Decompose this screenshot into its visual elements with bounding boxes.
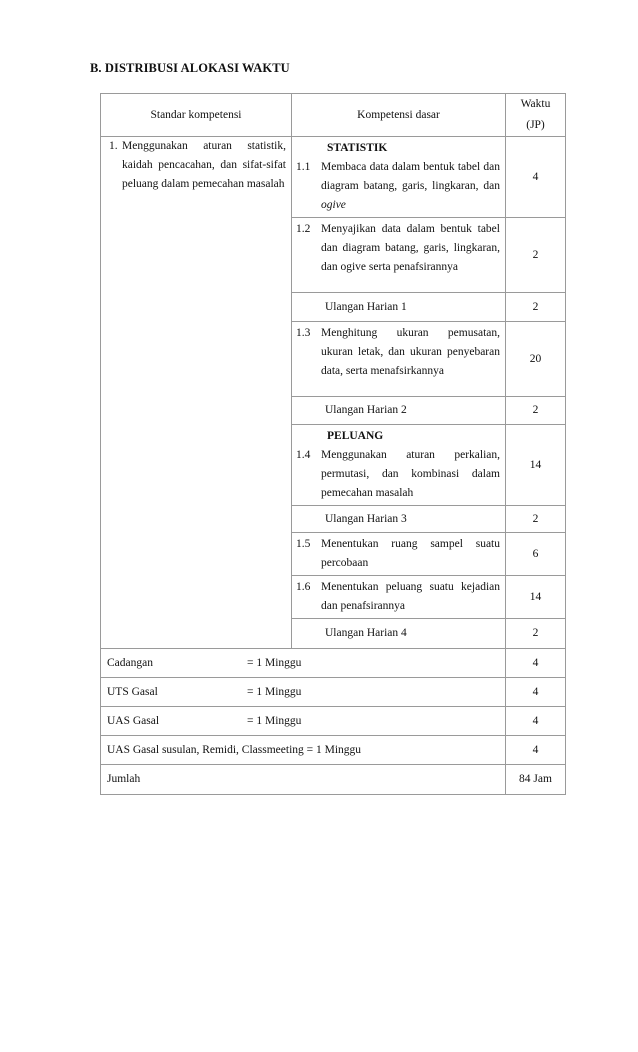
- jp-cell: 2: [506, 619, 566, 649]
- footer-row: [101, 736, 566, 765]
- footer-row: [101, 649, 566, 678]
- total-label: Jumlah: [101, 765, 506, 795]
- kd-text-italic: ogive: [321, 199, 346, 211]
- footer-label-cell: [101, 678, 506, 707]
- allocation-table: [100, 93, 566, 795]
- kd-cell: [292, 218, 506, 293]
- kd-number: 1.1: [296, 161, 311, 173]
- jp-cell: 2: [506, 506, 566, 533]
- header-kompetensi: Kompetensi dasar: [292, 94, 506, 137]
- ulangan-harian-label: Ulangan Harian 3: [292, 506, 506, 533]
- kd-cell: [292, 533, 506, 576]
- kd-cell: [292, 137, 506, 218]
- table-header-row: [101, 94, 566, 137]
- kd-number: 1.6: [296, 581, 311, 593]
- kd-number: 1.3: [296, 327, 311, 339]
- table-row: [101, 137, 566, 218]
- kd-cell: [292, 576, 506, 619]
- ulangan-harian-label: Ulangan Harian 1: [292, 293, 506, 322]
- kd-cell: [292, 425, 506, 506]
- footer-row: [101, 707, 566, 736]
- kd-text: Menyajikan data dalam bentuk tabel dan diagram batang, garis, lingkaran, dan ogive serta penafsirannya: [321, 223, 500, 273]
- jp-cell: 2: [506, 397, 566, 425]
- jp-cell: 14: [506, 425, 566, 506]
- jp-cell: 2: [506, 293, 566, 322]
- jp-cell: 6: [506, 533, 566, 576]
- header-waktu: [506, 94, 566, 137]
- kd-text: Menentukan peluang suatu kejadian dan penafsirannya: [321, 581, 500, 612]
- jp-cell: 20: [506, 322, 566, 397]
- footer-label: UAS Gasal: [107, 714, 160, 727]
- jp-cell: 14: [506, 576, 566, 619]
- kd-text: Menentukan ruang sampel suatu percobaan: [321, 538, 500, 569]
- kd-text: Menggunakan aturan perkalian, permutasi, dan kombinasi dalam pemecahan masalah: [321, 449, 500, 499]
- kd-number: 1.4: [296, 449, 311, 461]
- section-heading: B. DISTRIBUSI ALOKASI WAKTU: [90, 61, 290, 75]
- header-waktu-label: Waktu: [520, 98, 551, 110]
- footer-label-cell: UAS Gasal susulan, Remidi, Classmeeting = 1 Minggu: [101, 736, 506, 765]
- jp-cell: 4: [506, 707, 566, 736]
- kd-text: Menghitung ukuran pemusatan, ukuran letak, dan ukuran penyebaran data, serta menafsirkannya: [321, 327, 500, 377]
- ulangan-harian-label: Ulangan Harian 4: [292, 619, 506, 649]
- header-waktu-unit: (JP): [526, 119, 545, 131]
- footer-label: UTS Gasal: [107, 685, 158, 698]
- footer-label: Cadangan: [107, 656, 153, 669]
- footer-row-total: [101, 765, 566, 795]
- jp-cell: 4: [506, 736, 566, 765]
- standar-cell: [101, 137, 292, 649]
- kd-section-title: STATISTIK: [327, 142, 388, 154]
- footer-label-cell: [101, 649, 506, 678]
- ulangan-harian-label: Ulangan Harian 2: [292, 397, 506, 425]
- kd-number: 1.5: [296, 538, 311, 550]
- total-jp: 84 Jam: [506, 765, 566, 795]
- jp-cell: 4: [506, 137, 566, 218]
- footer-row: [101, 678, 566, 707]
- kd-number: 1.2: [296, 223, 311, 235]
- footer-value: = 1 Minggu: [247, 656, 302, 669]
- footer-label-cell: [101, 707, 506, 736]
- standar-text: Menggunakan aturan statistik, kaidah pencacahan, dan sifat-sifat peluang dalam pemecahan masalah: [122, 140, 286, 190]
- kd-section-title: PELUANG: [327, 430, 384, 442]
- header-standar: Standar kompetensi: [101, 94, 292, 137]
- jp-cell: 2: [506, 218, 566, 293]
- jp-cell: 4: [506, 649, 566, 678]
- standar-number: 1.: [109, 140, 118, 152]
- footer-value: = 1 Minggu: [247, 685, 302, 698]
- kd-text: Membaca data dalam bentuk tabel dan diagram batang, garis, lingkaran, dan ogive: [321, 161, 500, 211]
- jp-cell: 4: [506, 678, 566, 707]
- kd-cell: [292, 322, 506, 397]
- footer-value: = 1 Minggu: [247, 714, 302, 727]
